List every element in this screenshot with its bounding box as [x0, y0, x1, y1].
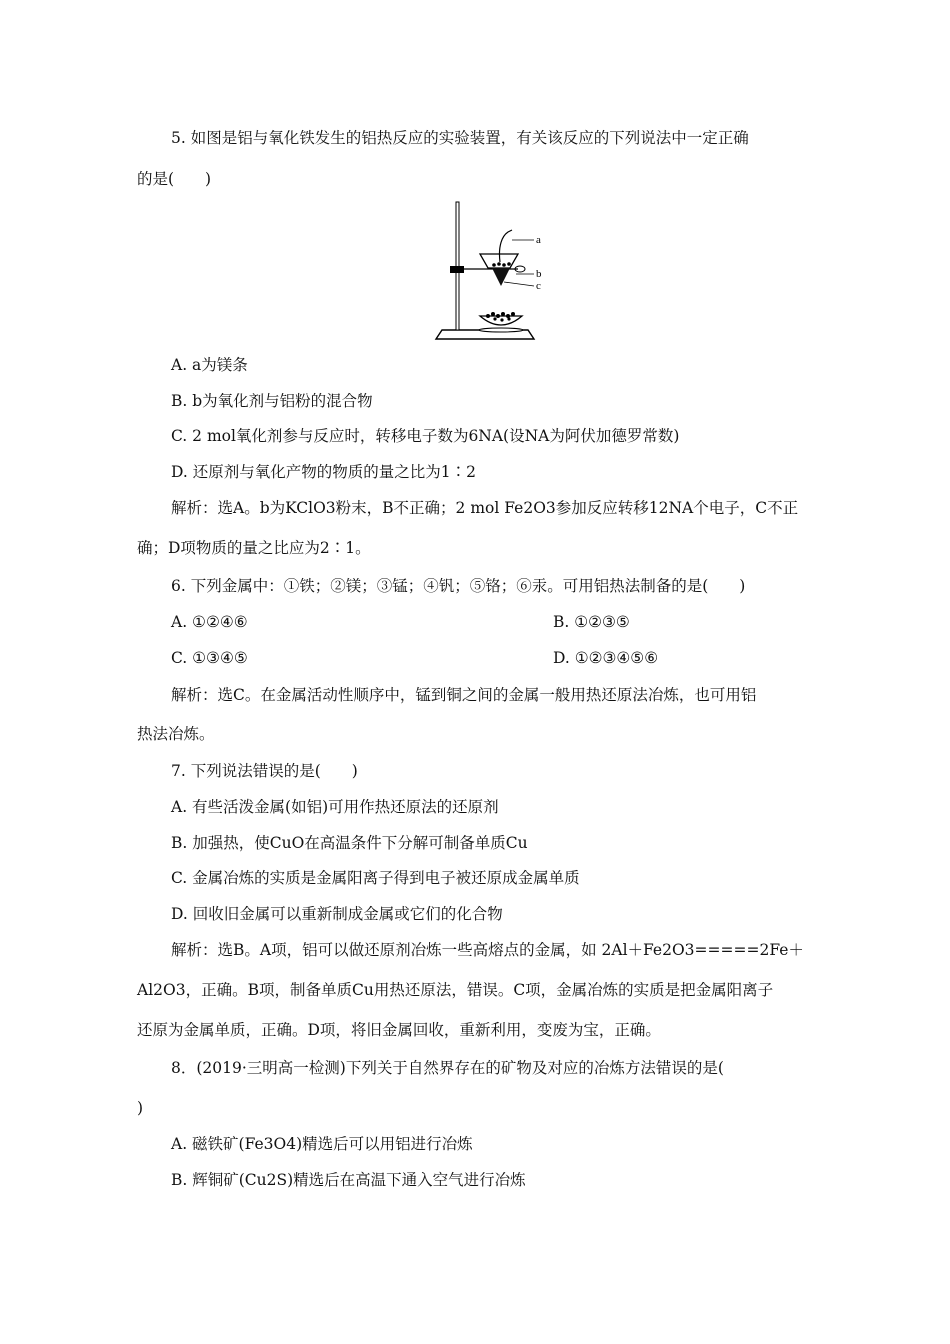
q7-stem: 7. 下列说法错误的是( ): [171, 762, 358, 780]
q8-stem-line1: 8．(2019·三明高一检测)下列关于自然界存在的矿物及对应的冶炼方法错误的是(: [171, 1059, 724, 1077]
q6-option-d: D. ①②③④⑤⑥: [553, 649, 659, 667]
q8-option-b: B. 辉铜矿(Cu2S)精选后在高温下通入空气进行冶炼: [171, 1171, 526, 1189]
q7-analysis-line2: Al2O3，正确。B项，制备单质Cu用热还原法，错误。C项，金属冶炼的实质是把金属阳离子: [137, 981, 774, 999]
q6-stem: 6. 下列金属中：①铁；②镁；③锰；④钒；⑤铬；⑥汞。可用铝热法制备的是( ): [171, 577, 746, 595]
q5-stem-line2: 的是( ): [137, 170, 212, 188]
q7-analysis-line3: 还原为金属单质，正确。D项，将旧金属回收，重新利用，变废为宝，正确。: [137, 1021, 661, 1039]
q6-option-a: A. ①②④⑥: [171, 613, 248, 631]
q5-analysis-line2: 确；D项物质的量之比应为2∶1。: [137, 539, 371, 557]
q7-option-d: D. 回收旧金属可以重新制成金属或它们的化合物: [171, 905, 503, 923]
q5-option-b: B. b为氧化剂与铝粉的混合物: [171, 392, 373, 410]
q7-option-b: B. 加强热，使CuO在高温条件下分解可制备单质Cu: [171, 834, 528, 852]
q5-stem-line1: 5. 如图是铝与氧化铁发生的铝热反应的实验装置，有关该反应的下列说法中一定正确: [171, 129, 749, 147]
thermite-apparatus-figure: [430, 196, 550, 346]
label-a: a: [536, 234, 541, 246]
paper-cone-c: [492, 268, 510, 286]
q5-option-c: C. 2 mol氧化剂参与反应时，转移电子数为6NA(设NA为阿伏加德罗常数): [171, 427, 680, 445]
q5-option-d: D. 还原剂与氧化产物的物质的量之比为1∶2: [171, 463, 476, 481]
q6-option-b: B. ①②③⑤: [553, 613, 630, 631]
q7-option-c: C. 金属冶炼的实质是金属阳离子得到电子被还原成金属单质: [171, 869, 580, 887]
q7-analysis-line1: 解析：选B。A项，铝可以做还原剂冶炼一些高熔点的金属，如 2Al＋Fe2O3=====2Fe＋: [171, 941, 804, 959]
q7-option-a: A. 有些活泼金属(如铝)可用作热还原法的还原剂: [171, 798, 499, 816]
q6-analysis-line1: 解析：选C。在金属活动性顺序中，锰到铜之间的金属一般用热还原法冶炼，也可用铝: [171, 686, 757, 704]
clamp: [450, 266, 464, 273]
label-b: b: [536, 268, 542, 280]
q6-option-c: C. ①③④⑤: [171, 649, 248, 667]
q8-stem-line2: ): [137, 1099, 144, 1117]
label-c: c: [536, 280, 541, 292]
q5-analysis-line1: 解析：选A。b为KClO3粉末，B不正确；2 mol Fe2O3参加反应转移12NA个电子，C不正: [171, 499, 799, 517]
q5-option-a: A. a为镁条: [171, 356, 248, 374]
q8-option-a: A. 磁铁矿(Fe3O4)精选后可以用铝进行冶炼: [171, 1135, 473, 1153]
q6-analysis-line2: 热法冶炼。: [137, 725, 215, 743]
